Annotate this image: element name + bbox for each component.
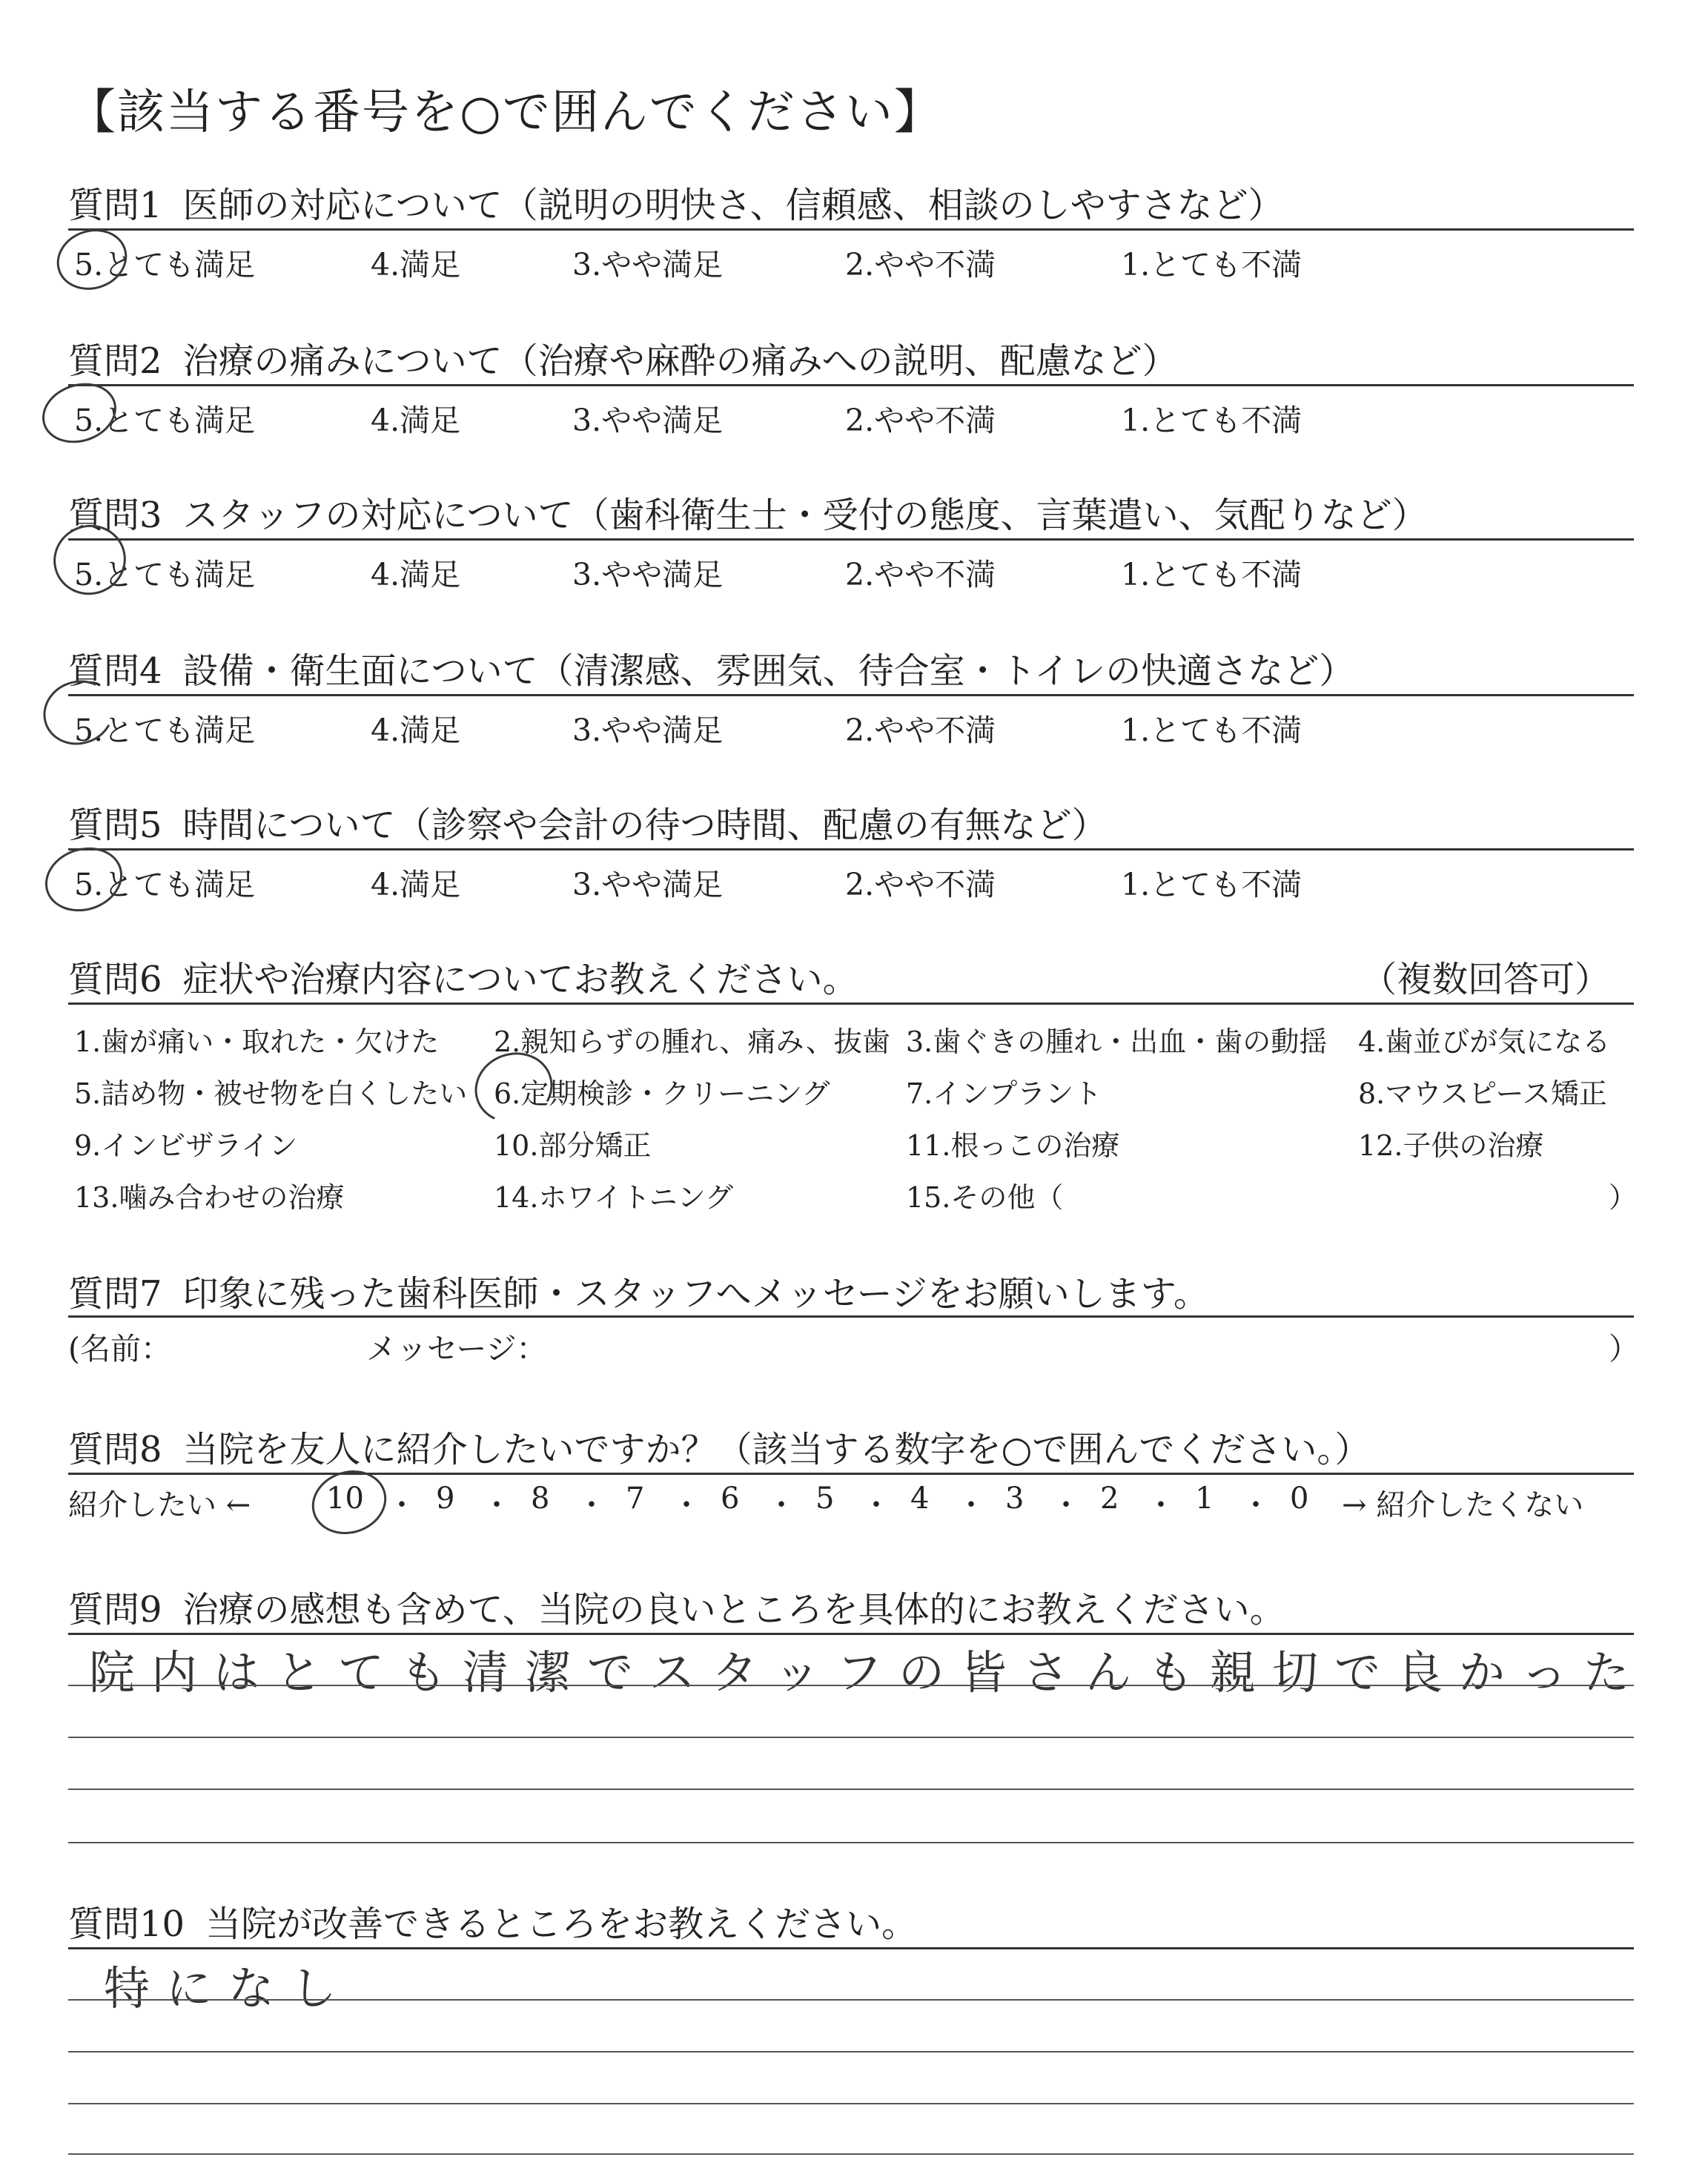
q1-option-5[interactable]: 5.とても満足 bbox=[74, 247, 256, 283]
question-1-title bbox=[68, 176, 1284, 228]
q4-option-5[interactable]: 5.とても満足 bbox=[74, 713, 256, 748]
question-9-title bbox=[68, 1581, 1285, 1632]
question-4-text: 設備・衛生面について（清潔感、雰囲気、待合室・トイレの快適さなど） bbox=[182, 650, 1355, 692]
q10-answer-line-2 bbox=[68, 2051, 1634, 2052]
q8-option-4[interactable]: 4 bbox=[910, 1482, 930, 1516]
q8-option-5[interactable]: 5 bbox=[815, 1482, 835, 1516]
question-8-label: 質問8 bbox=[68, 1429, 162, 1470]
q8-separator: ・ bbox=[767, 1488, 796, 1522]
q1-option-2[interactable]: 2.やや不満 bbox=[845, 247, 996, 283]
question-9-text: 治療の感想も含めて、当院の良いところを具体的にお教えください。 bbox=[182, 1589, 1285, 1631]
q6-option-2[interactable]: 2.親知らずの腫れ、痛み、抜歯 bbox=[494, 1025, 890, 1058]
question-7-title bbox=[68, 1265, 1209, 1316]
q7-close: ） bbox=[1609, 1331, 1639, 1367]
question-8-text: 当院を友人に紹介したいですか？（該当する数字を○で囲んでください。） bbox=[182, 1429, 1371, 1470]
q2-option-5[interactable]: 5.とても満足 bbox=[74, 403, 256, 438]
q9-answer-line-1 bbox=[68, 1685, 1634, 1686]
q7-message-label: メッセージ： bbox=[366, 1331, 547, 1367]
q1-selection-circle bbox=[49, 220, 135, 299]
question-7-rule bbox=[68, 1315, 1634, 1318]
q1-option-3[interactable]: 3.やや満足 bbox=[572, 247, 724, 283]
q6-option-14[interactable]: 14.ホワイトニング bbox=[494, 1181, 734, 1214]
q6-option-11[interactable]: 11.根っこの治療 bbox=[906, 1129, 1120, 1162]
question-3-rule bbox=[68, 538, 1634, 541]
q10-answer-line-1 bbox=[68, 1999, 1634, 2001]
question-6-title bbox=[68, 951, 858, 1002]
question-10-title bbox=[68, 1895, 917, 1946]
q9-answer-line-2 bbox=[68, 1737, 1634, 1738]
q3-option-3[interactable]: 3.やや満足 bbox=[572, 557, 724, 592]
q8-separator: ・ bbox=[1051, 1488, 1081, 1522]
question-5-text: 時間について（診察や会計の待つ時間、配慮の有無など） bbox=[182, 805, 1108, 846]
q10-handwritten-answer: 特になし bbox=[104, 1961, 354, 2015]
q6-other-close: ） bbox=[1609, 1181, 1638, 1214]
question-9-rule bbox=[68, 1633, 1634, 1635]
q8-option-0[interactable]: 0 bbox=[1290, 1482, 1309, 1516]
q8-option-6[interactable]: 6 bbox=[721, 1482, 740, 1516]
q8-option-2[interactable]: 2 bbox=[1100, 1482, 1119, 1516]
q6-option-6[interactable]: 6.定期検診・クリーニング bbox=[494, 1077, 830, 1110]
q5-option-2[interactable]: 2.やや不満 bbox=[845, 867, 996, 902]
q7-name-label: (名前： bbox=[68, 1331, 171, 1367]
q8-separator: ・ bbox=[1241, 1488, 1271, 1522]
q4-option-4[interactable]: 4.満足 bbox=[371, 713, 461, 748]
q6-option-7[interactable]: 7.インプラント bbox=[906, 1077, 1102, 1110]
q3-option-1[interactable]: 1.とても不満 bbox=[1121, 557, 1302, 592]
q9-handwritten-answer: 院内はとても清潔でスタッフの皆さんも親切で良かった bbox=[89, 1645, 1646, 1700]
q8-option-7[interactable]: 7 bbox=[626, 1482, 645, 1516]
question-7-label: 質問7 bbox=[68, 1273, 162, 1315]
question-6-rule bbox=[68, 1003, 1634, 1005]
q2-option-4[interactable]: 4.満足 bbox=[371, 403, 461, 438]
question-5-label: 質問5 bbox=[68, 805, 162, 846]
q5-option-5[interactable]: 5.とても満足 bbox=[74, 867, 256, 902]
question-1-rule bbox=[68, 228, 1634, 231]
question-4-rule bbox=[68, 694, 1634, 696]
question-9-label: 質問9 bbox=[68, 1589, 162, 1631]
q8-option-3[interactable]: 3 bbox=[1005, 1482, 1025, 1516]
page-header: 【該当する番号を○で囲んでください】 bbox=[68, 85, 943, 140]
question-3-label: 質問3 bbox=[68, 495, 162, 536]
q9-answer-line-4 bbox=[68, 1842, 1634, 1843]
question-10-label: 質問10 bbox=[68, 1903, 185, 1945]
q6-option-9[interactable]: 9.インビザライン bbox=[74, 1129, 298, 1162]
question-2-rule bbox=[68, 384, 1634, 386]
q6-option-5[interactable]: 5.詰め物・被せ物を白くしたい bbox=[74, 1077, 468, 1110]
question-6-note: （複数回答可） bbox=[1361, 959, 1611, 1000]
q8-option-1[interactable]: 1 bbox=[1195, 1482, 1214, 1516]
question-2-label: 質問2 bbox=[68, 340, 162, 382]
question-2-title bbox=[68, 332, 1178, 383]
q2-option-3[interactable]: 3.やや満足 bbox=[572, 403, 724, 438]
question-6-text: 症状や治療内容についてお教えください。 bbox=[182, 959, 858, 1000]
question-4-title bbox=[68, 642, 1354, 693]
q6-option-13[interactable]: 13.噛み合わせの治療 bbox=[74, 1181, 345, 1214]
question-7-text: 印象に残った歯科医師・スタッフへメッセージをお願いします。 bbox=[182, 1273, 1209, 1315]
question-6-label: 質問6 bbox=[68, 959, 162, 1000]
q2-option-1[interactable]: 1.とても不満 bbox=[1121, 403, 1302, 438]
question-3-text: スタッフの対応について（歯科衛生士・受付の態度、言葉遣い、気配りなど） bbox=[182, 495, 1428, 536]
q8-separator: ・ bbox=[577, 1488, 606, 1522]
question-1-text: 医師の対応について（説明の明快さ、信頼感、相談のしやすさなど） bbox=[182, 185, 1284, 226]
q3-option-2[interactable]: 2.やや不満 bbox=[845, 557, 996, 592]
q1-option-1[interactable]: 1.とても不満 bbox=[1121, 247, 1302, 283]
q8-separator: ・ bbox=[482, 1488, 512, 1522]
q8-separator: ・ bbox=[387, 1488, 417, 1522]
question-10-rule bbox=[68, 1947, 1634, 1949]
q4-option-2[interactable]: 2.やや不満 bbox=[845, 713, 996, 748]
question-8-title bbox=[68, 1421, 1370, 1472]
q6-option-8[interactable]: 8.マウスピース矯正 bbox=[1358, 1077, 1607, 1110]
q4-option-3[interactable]: 3.やや満足 bbox=[572, 713, 724, 748]
q9-answer-line-3 bbox=[68, 1789, 1634, 1790]
q10-answer-line-4 bbox=[68, 2153, 1634, 2155]
q8-option-8[interactable]: 8 bbox=[531, 1482, 550, 1516]
question-1-label: 質問1 bbox=[68, 185, 162, 226]
q8-separator: ・ bbox=[1146, 1488, 1176, 1522]
q8-separator: ・ bbox=[861, 1488, 891, 1522]
q2-option-2[interactable]: 2.やや不満 bbox=[845, 403, 996, 438]
q10-answer-line-3 bbox=[68, 2103, 1634, 2104]
q8-left-label: 紹介したい ← bbox=[68, 1488, 251, 1522]
q8-right-label: → 紹介したくない bbox=[1342, 1488, 1584, 1522]
question-8-rule bbox=[68, 1473, 1634, 1475]
question-4-label: 質問4 bbox=[68, 650, 162, 692]
q6-option-4[interactable]: 4.歯並びが気になる bbox=[1358, 1025, 1611, 1058]
q8-separator: ・ bbox=[672, 1488, 701, 1522]
q5-option-1[interactable]: 1.とても不満 bbox=[1121, 867, 1302, 902]
q8-separator: ・ bbox=[956, 1488, 986, 1522]
question-5-title bbox=[68, 796, 1108, 848]
q5-option-3[interactable]: 3.やや満足 bbox=[572, 867, 724, 902]
q4-option-1[interactable]: 1.とても不満 bbox=[1121, 713, 1302, 748]
q3-option-5[interactable]: 5.とても満足 bbox=[74, 557, 256, 592]
question-10-text: 当院が改善できるところをお教えください。 bbox=[205, 1903, 918, 1945]
q6-option-15[interactable]: 15.その他（ bbox=[906, 1181, 1064, 1214]
q3-option-4[interactable]: 4.満足 bbox=[371, 557, 461, 592]
q6-option-3[interactable]: 3.歯ぐきの腫れ・出血・歯の動揺 bbox=[906, 1025, 1328, 1058]
q5-option-4[interactable]: 4.満足 bbox=[371, 867, 461, 902]
q6-option-10[interactable]: 10.部分矯正 bbox=[494, 1129, 652, 1162]
question-2-text: 治療の痛みについて（治療や麻酔の痛みへの説明、配慮など） bbox=[182, 340, 1178, 382]
question-3-title bbox=[68, 486, 1428, 538]
q8-option-9[interactable]: 9 bbox=[436, 1482, 455, 1516]
q8-option-10[interactable]: 10 bbox=[326, 1482, 364, 1516]
q1-option-4[interactable]: 4.満足 bbox=[371, 247, 461, 283]
q6-option-12[interactable]: 12.子供の治療 bbox=[1358, 1129, 1544, 1162]
question-5-rule bbox=[68, 848, 1634, 851]
q6-option-1[interactable]: 1.歯が痛い・取れた・欠けた bbox=[74, 1025, 440, 1058]
